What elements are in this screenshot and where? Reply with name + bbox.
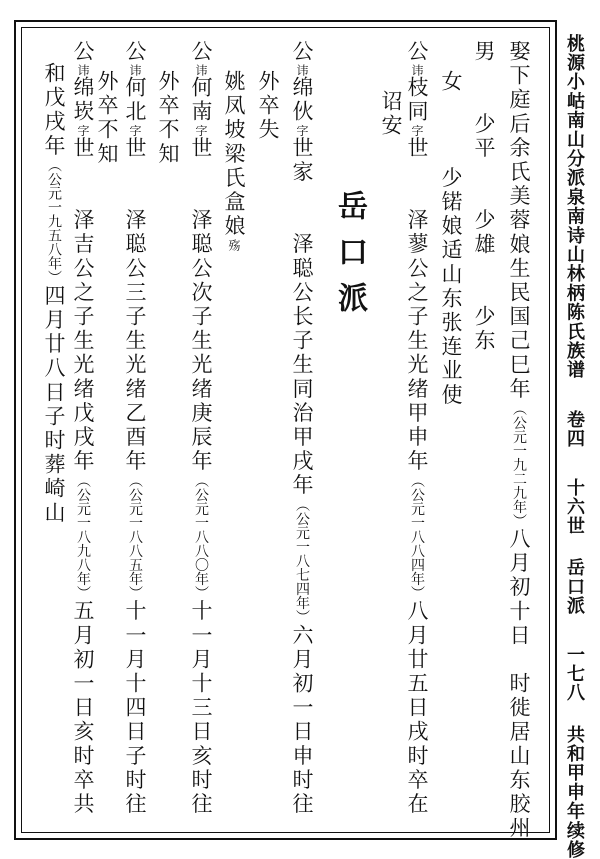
text-column xyxy=(155,70,181,166)
text-column xyxy=(41,62,67,525)
column-text: 世 泽吉公之子生光绪戊戌年 xyxy=(71,136,95,474)
column-text: 何南 xyxy=(189,76,213,125)
column-text: 世 泽聪公三子生光绪乙酉年 xyxy=(123,136,147,474)
honorific-marker: 字 xyxy=(76,124,90,137)
column-text: 世 泽聪公次子生光绪庚辰年 xyxy=(189,136,213,474)
honorific-marker: 讳 xyxy=(76,64,90,77)
generation-label: 十六世 xyxy=(564,478,585,536)
column-text: 娶下庭后余氏美蓉娘生民国己巳年 xyxy=(507,40,531,402)
text-column xyxy=(289,40,315,817)
honorific-marker: 殇 xyxy=(227,238,241,251)
edition-label: 共和甲申年续修 xyxy=(564,724,585,859)
column-text: 公 xyxy=(123,40,147,65)
column-text: 外卒不知 xyxy=(156,70,180,167)
text-column xyxy=(221,70,247,251)
honorific-marker: 字 xyxy=(128,124,142,137)
column-text: 外卒失 xyxy=(256,70,280,143)
text-column xyxy=(188,40,214,817)
column-text: 公 xyxy=(71,40,95,65)
text-column xyxy=(378,90,404,138)
column-text: 姚凤坡梁氏盒娘 xyxy=(222,70,246,239)
gregorian-year-note: （公元一八九八年） xyxy=(75,473,91,600)
text-column xyxy=(404,40,430,817)
text-column xyxy=(506,40,532,841)
volume-label: 卷四 xyxy=(564,409,585,449)
column-text: 世 泽蓼公之子生光绪甲申年 xyxy=(405,136,429,474)
column-text: 十一月十三日亥时往 xyxy=(189,599,213,817)
honorific-marker: 讳 xyxy=(295,64,309,77)
text-column xyxy=(255,70,281,142)
text-column xyxy=(471,40,497,353)
column-text: 女 少锘娘适山东张连业使 xyxy=(439,70,463,408)
column-text: 绵崁 xyxy=(71,76,95,125)
column-text: 公 xyxy=(189,40,213,65)
honorific-marker: 讳 xyxy=(128,64,142,77)
column-text: 六月初一日申时往 xyxy=(290,623,314,817)
column-text: 绵伙 xyxy=(290,76,314,125)
column-text: 公 xyxy=(290,40,314,65)
text-column xyxy=(70,40,96,817)
gregorian-year-note: （公元一八八〇年） xyxy=(193,473,209,600)
text-column xyxy=(438,70,464,407)
column-text: 公 xyxy=(405,40,429,65)
column-text: 八月廿五日戌时卒在 xyxy=(405,599,429,817)
column-text: 诏安 xyxy=(379,90,403,139)
book-title: 桃源小岵南山分派泉南诗山林柄陈氏族谱 xyxy=(564,34,585,380)
gregorian-year-note: （公元一八八五年） xyxy=(127,473,143,600)
honorific-marker: 字 xyxy=(295,124,309,137)
honorific-marker: 字 xyxy=(410,124,424,137)
column-text: 十一月十四日子时往 xyxy=(123,599,147,817)
text-column xyxy=(122,40,148,817)
text-column xyxy=(94,70,120,166)
page-number: 一七八 xyxy=(564,645,585,703)
honorific-marker: 讳 xyxy=(410,64,424,77)
section-title: 岳口派 xyxy=(332,190,367,328)
running-header xyxy=(562,34,586,859)
column-text: 男 少平 少雄 少东 xyxy=(472,40,496,354)
column-text: 五月初一日亥时卒共 xyxy=(71,599,95,817)
column-text: 枝同 xyxy=(405,76,429,125)
column-text: 和戊戌年 xyxy=(42,62,66,159)
gregorian-year-note: （公元一八八四年） xyxy=(409,473,425,600)
honorific-marker: 讳 xyxy=(194,64,208,77)
honorific-marker: 字 xyxy=(194,124,208,137)
column-text: 外卒不知 xyxy=(95,70,119,167)
column-text: 何北 xyxy=(123,76,147,125)
branch-label: 岳口派 xyxy=(564,557,585,616)
column-text: 世家 泽聪公长子生同治甲戌年 xyxy=(290,136,314,498)
column-text: 四月廿八日子时葬崎山 xyxy=(42,284,66,526)
gregorian-year-note: （公元一八七四年） xyxy=(294,497,310,624)
gregorian-year-note: （公元一九二九年） xyxy=(511,401,527,528)
gregorian-year-note: （公元一九五八年） xyxy=(46,158,62,285)
column-text: 八月初十日 时徙居山东胶州 xyxy=(507,527,531,841)
